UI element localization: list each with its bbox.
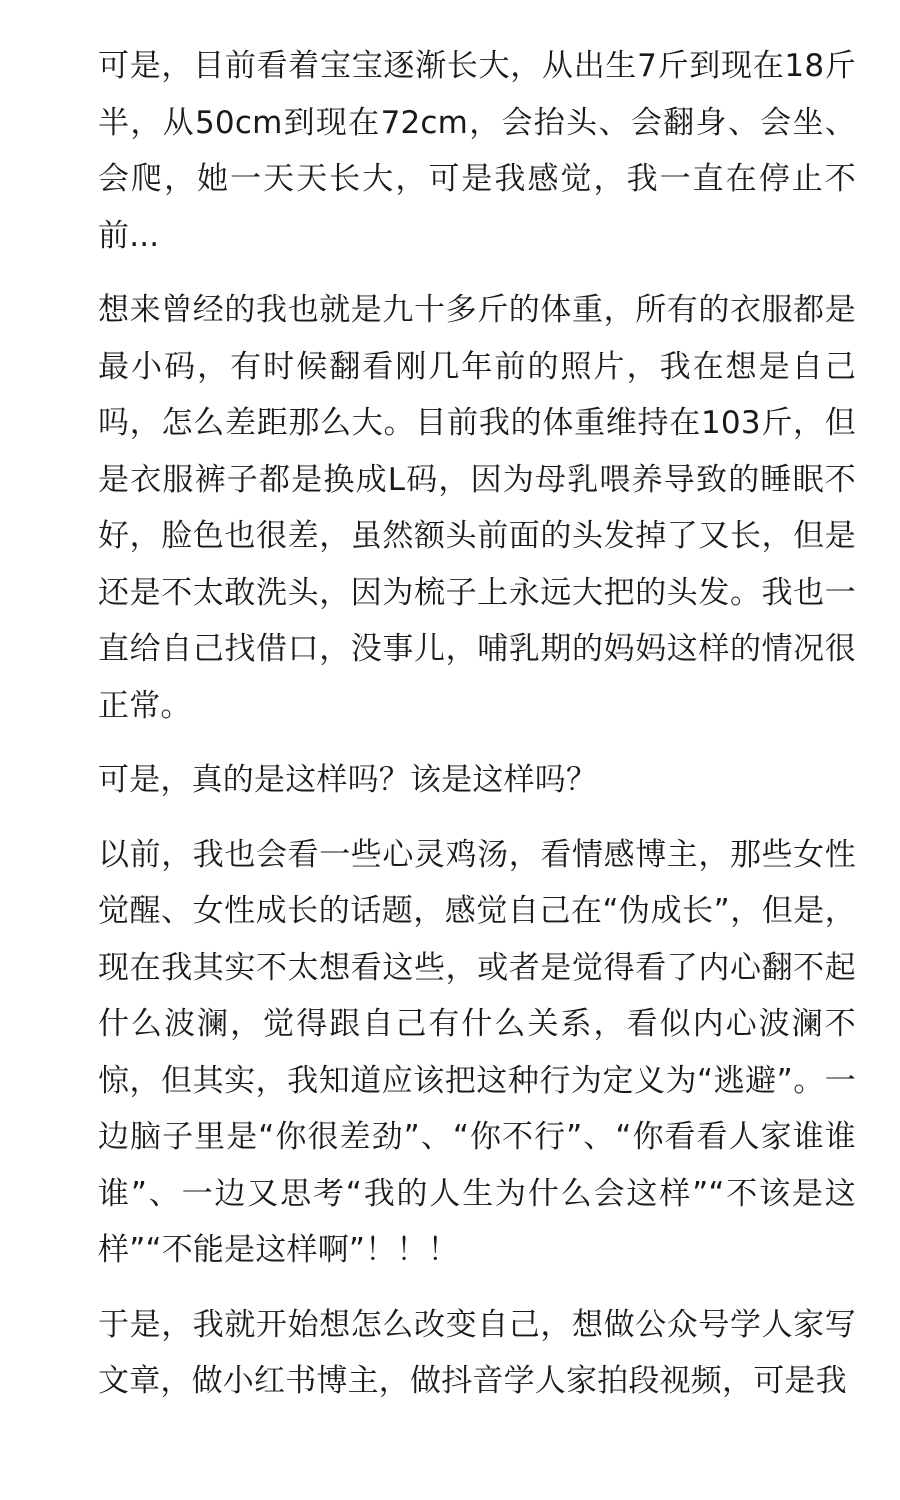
paragraph-1: 可是，目前看着宝宝逐渐长大，从出生7斤到现在18斤半，从50cm到现在72cm，会抬头、会翻身、会坐、会爬，她一天天长大，可是我感觉，我一直在停止不前... bbox=[98, 48, 856, 254]
paragraph-3: 可是，真的是这样吗？该是这样吗？ bbox=[98, 762, 598, 798]
paragraph-4: 以前，我也会看一些心灵鸡汤，看情感博主，那些女性觉醒、女性成长的话题，感觉自己在“伪成长”，但是，现在我其实不太想看这些，或者是觉得看了内心翻不起什么波澜，觉得跟自己有什么关系，看似内心波澜不惊，但其实，我知道应该把这种行为定义为“逃避”。一边脑子里是“你很差劲”、“你不行”、“你看看人家谁谁谁”、一边又思考“我的人生为什么会这样”“不该是这样”“不能是这样啊”！！！ bbox=[98, 836, 856, 1268]
paragraph-5: 于是，我就开始想怎么改变自己，想做公众号学人家写文章，做小红书博主，做抖音学人家拍段视频，可是我 bbox=[98, 1306, 856, 1399]
paragraph-2: 想来曾经的我也就是九十多斤的体重，所有的衣服都是最小码，有时候翻看刚几年前的照片，我在想是自己吗，怎么差距那么大。目前我的体重维持在103斤，但是衣服裤子都是换成L码，因为母乳喂养导致的睡眠不好，脸色也很差，虽然额头前面的头发掉了又长，但是还是不太敢洗头，因为梳子上永远大把的头发。我也一直给自己找借口，没事儿，哺乳期的妈妈这样的情况很正常。 bbox=[98, 292, 856, 724]
article-body bbox=[98, 38, 856, 1428]
